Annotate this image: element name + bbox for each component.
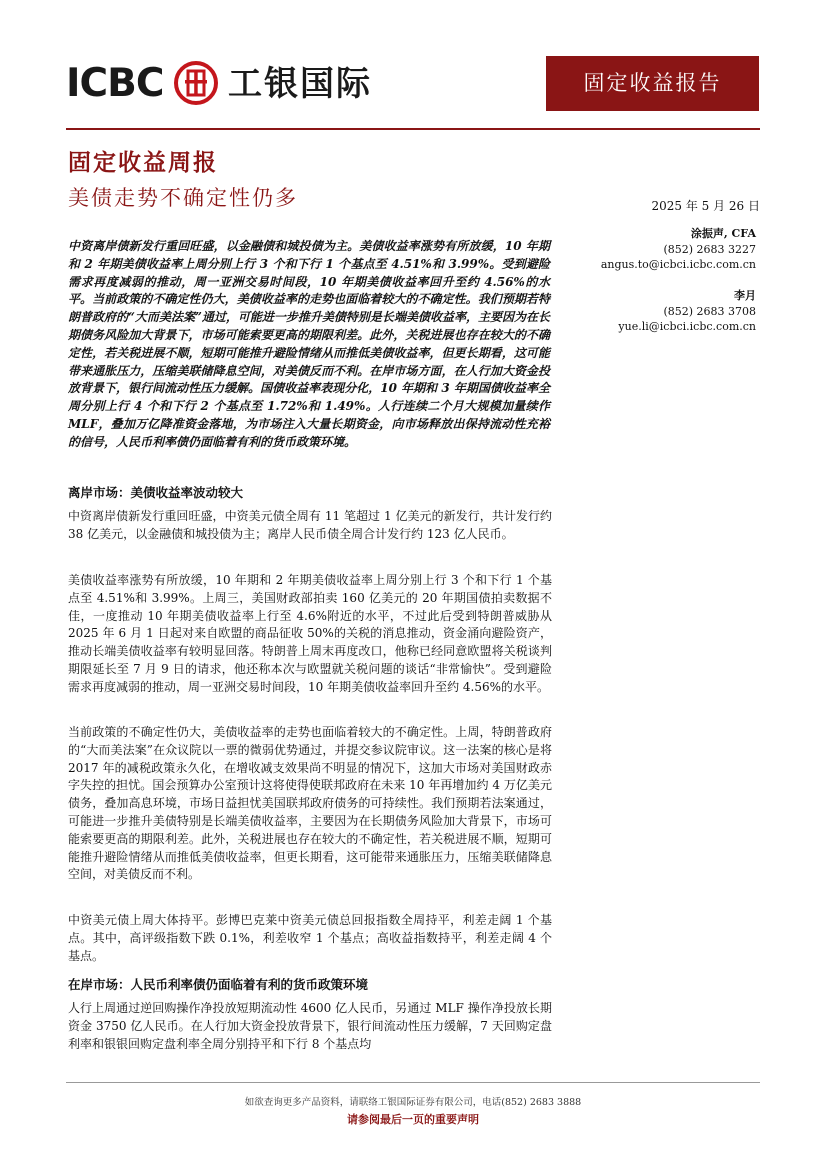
author-email[interactable]: yue.li@icbci.icbc.com.cn (618, 320, 756, 333)
body-paragraph: 美债收益率涨势有所放缓，10 年期和 2 年期美债收益率上周分别上行 3 个和下行 1 个基点至 4.51%和 3.99%。上周三，美国财政部拍卖 160 亿美元的 20 年期国债拍卖数据不佳，一度推动 10 年期美债收益率上行至 4.6%附近的水平，不过此后受到特朗普威胁从 2025 年 6 月 1 日起对来自欧盟的商品征收 50%的关税的消息推动，资金涌向避险资产，推动长端美债收益率有较明显回落。特朗普上周末再度改口，他称已经同意欧盟将关税谈判期限延长至 7 月 9 日的请求，他还称本次与欧盟就关税问题的谈话“非常愉快”。受到避险需求再度减弱的推动，周一亚洲交易时间段，10 年期美债收益率回升至约 4.56%的水平。 (68, 573, 552, 694)
author-phone: (852) 2683 3708 (663, 304, 756, 318)
footer-contact-note: 如欲查询更多产品资料，请联络工银国际证券有限公司，电话(852) 2683 3888 (244, 1097, 582, 1108)
author-email[interactable]: angus.to@icbci.icbc.com.cn (600, 258, 756, 271)
body-paragraph: 中资离岸债新发行重回旺盛，中资美元债全周有 11 笔超过 1 亿美元的新发行，共计发行约 38 亿美元，以金融债和城投债为主；离岸人民币债全周合计发行约 123 亿人民币。 (68, 509, 552, 541)
report-title: 固定收益周报 (68, 149, 218, 176)
body-paragraph: 中资美元债上周大体持平。彭博巴克莱中资美元债总回报指数全周持平，利差走阔 1 个基点。其中，高评级指数下跌 0.1%，利差收窄 1 个基点；高收益指数持平，利差走阔 4 个基点。 (68, 913, 552, 963)
logo-icbc-text: ICBC (66, 61, 164, 106)
icbc-seal-icon (173, 60, 219, 106)
author-name: 涂振声 (690, 227, 724, 240)
author-phone: (852) 2683 3227 (663, 242, 756, 256)
report-subtitle: 美债走势不确定性仍多 (68, 186, 298, 210)
section-heading-onshore: 在岸市场：人民币利率债仍面临着有利的货币政策环境 (68, 977, 369, 992)
author-block-1 (601, 226, 756, 273)
author-name: 李月 (734, 289, 756, 302)
section-heading-offshore: 离岸市场：美债收益率波动较大 (68, 485, 244, 500)
summary-paragraph: 中资离岸债新发行重回旺盛，以金融债和城投债为主。美债收益率涨势有所放缓，10 年期和 2 年期美债收益率上周分别上行 3 个和下行 1 个基点至 4.51%和 3.99%。受到避险需求再度减弱的推动，周一亚洲交易时间段，10 年期美债收益率回升至约 4.56%的水平。当前政策的不确定性仍大，美债收益率的走势也面临着较大的不确定性。我们预期若特朗普政府的“大而美法案”通过，可能进一步推升美债特别是长端美债收益率，主要因为在长期债务风险加大背景下，市场可能索要更高的期限利差。此外，关税进展也存在较大的不确定性，若关税进展不顺，短期可能推升避险情绪从而推低美债收益率，但更长期看，这可能带来通胀压力，压缩美联储降息空间，对美债反而不利。在岸市场方面，在人行加大资金投放背景下，银行间流动性压力缓解。国债收益率表现分化，10 年期和 3 年期国债收益率全周分别上行 4 个和下行 2 个基点至 1.72%和 1.49%。人行连续二个月大规模加量续作 MLF，叠加万亿降准资金落地，为市场注入大量长期资金，向市场释放出保持流动性充裕的信号，人民币利率债仍面临着有利的货币政策环境。 (68, 239, 550, 449)
footer-disclaimer-link: 请参阅最后一页的重要声明 (347, 1113, 479, 1126)
body-paragraph: 人行上周通过逆回购操作净投放短期流动性 4600 亿人民币，另通过 MLF 操作净投放长期资金 3750 亿人民币。在人行加大资金投放背景下，银行间流动性压力缓解，7 天回购定盘利率和银银回购定盘利率全周分别持平和下行 8 个基点均 (68, 1001, 552, 1051)
author-suffix: , CFA (723, 227, 756, 240)
header-divider (66, 128, 760, 130)
body-paragraph: 当前政策的不确定性仍大，美债收益率的走势也面临着较大的不确定性。上周，特朗普政府的“大而美法案”在众议院以一票的微弱优势通过，并提交参议院审议。这一法案的核心是将 2017 年的减税政策永久化，在增收减支效果尚不明显的情况下，这加大市场对美国财政赤字失控的担忧。国会预算办公室预计这将使得使联邦政府在未来 10 年再增加约 4 万亿美元债务，叠加高息环境，市场日益担忧美国联邦政府债务的可持续性。我们预期若法案通过，可能进一步推升美债特别是长端美债收益率，主要因为在长期债务风险加大背景下，市场可能索要更高的期限利差。此外，关税进展也存在较大的不确定性，若关税进展不顺，短期可能推升避险情绪从而推低美债收益率，但更长期看，这可能带来通胀压力，压缩美联储降息空间，对美债反而不利。 (68, 725, 552, 882)
report-type-badge: 固定收益报告 (546, 56, 759, 111)
report-date: 2025 年 5 月 26 日 (651, 199, 760, 213)
logo-chinese-name: 工银国际 (228, 64, 372, 104)
footer-divider (66, 1082, 760, 1083)
author-block-2 (618, 288, 756, 335)
